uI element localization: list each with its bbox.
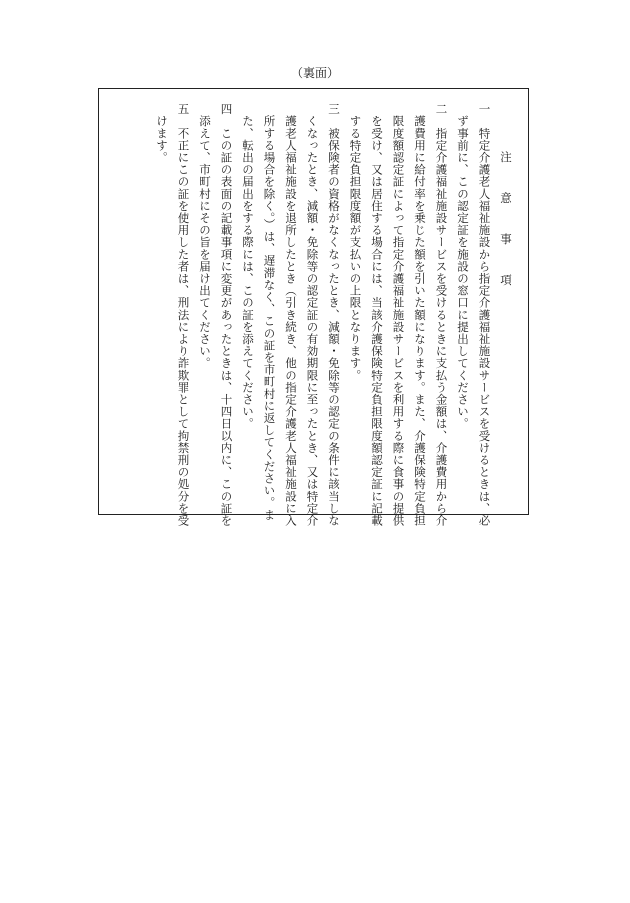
notice-item-3-line-4: 所する場合を除く。）は、遅滞なく、この証を市町村に返してください。ま xyxy=(262,103,277,521)
notice-item-2-line-2: 護費用に給付率を乗じた額を引いた額になります。また、介護保険特定負担 xyxy=(413,103,427,527)
notice-text xyxy=(151,103,517,527)
notice-item-2-line-1: 二 指定介護福祉施設サービスを受けるときに支払う金額は、介護費用から介 xyxy=(434,103,449,527)
notice-item-2-line-5: する特定負担限度額が支払いの上限となります。 xyxy=(348,103,363,382)
notice-item-5-line-2: けます。 xyxy=(155,103,169,164)
notice-item-3-line-1: 三 被保険者の資格がなくなったとき、減額・免除等の認定の条件に該当しな xyxy=(327,103,341,527)
notice-item-4-line-2: 添えて、市町村にその旨を届け出てください。 xyxy=(198,103,212,370)
notice-item-5-line-1: 五 不正にこの証を使用した者は、刑法により詐欺罪として拘禁刑の処分を受 xyxy=(176,103,191,527)
notice-box xyxy=(98,88,529,527)
notice-item-1-line-1: 一 特定介護老人福祉施設から指定介護福祉施設サービスを受けるときは、必 xyxy=(477,103,492,527)
notice-item-3-line-3: 護老人福祉施設を退所したとき（引き続き、他の指定介護老人福祉施設に入 xyxy=(284,103,298,527)
notice-item-3-line-2: くなったとき、減額・免除等の認定証の有効期限に至ったとき、又は特定介 xyxy=(305,103,320,527)
page-label-back-side: （裏面） xyxy=(290,66,339,80)
notice-item-4-line-1: 四 この証の表面の記載事項に変更があったときは、十四日以内に、この証を xyxy=(219,103,234,527)
notice-item-1-line-2: ず事前に、この認定証を施設の窓口に提出してください。 xyxy=(456,103,470,430)
notice-item-2-line-4: を受け、又は居住する場合には、当該介護保険特定負担限度額認定証に記載 xyxy=(370,103,384,527)
notice-item-3-line-5: た、転出の届出をする際には、この証を添えてください。 xyxy=(241,103,255,430)
notice-item-2-line-3: 限度額認定証によって指定介護福祉施設サービスを利用する際に食事の提供 xyxy=(391,103,406,527)
notice-title: 注 意 事 項 xyxy=(499,151,513,295)
